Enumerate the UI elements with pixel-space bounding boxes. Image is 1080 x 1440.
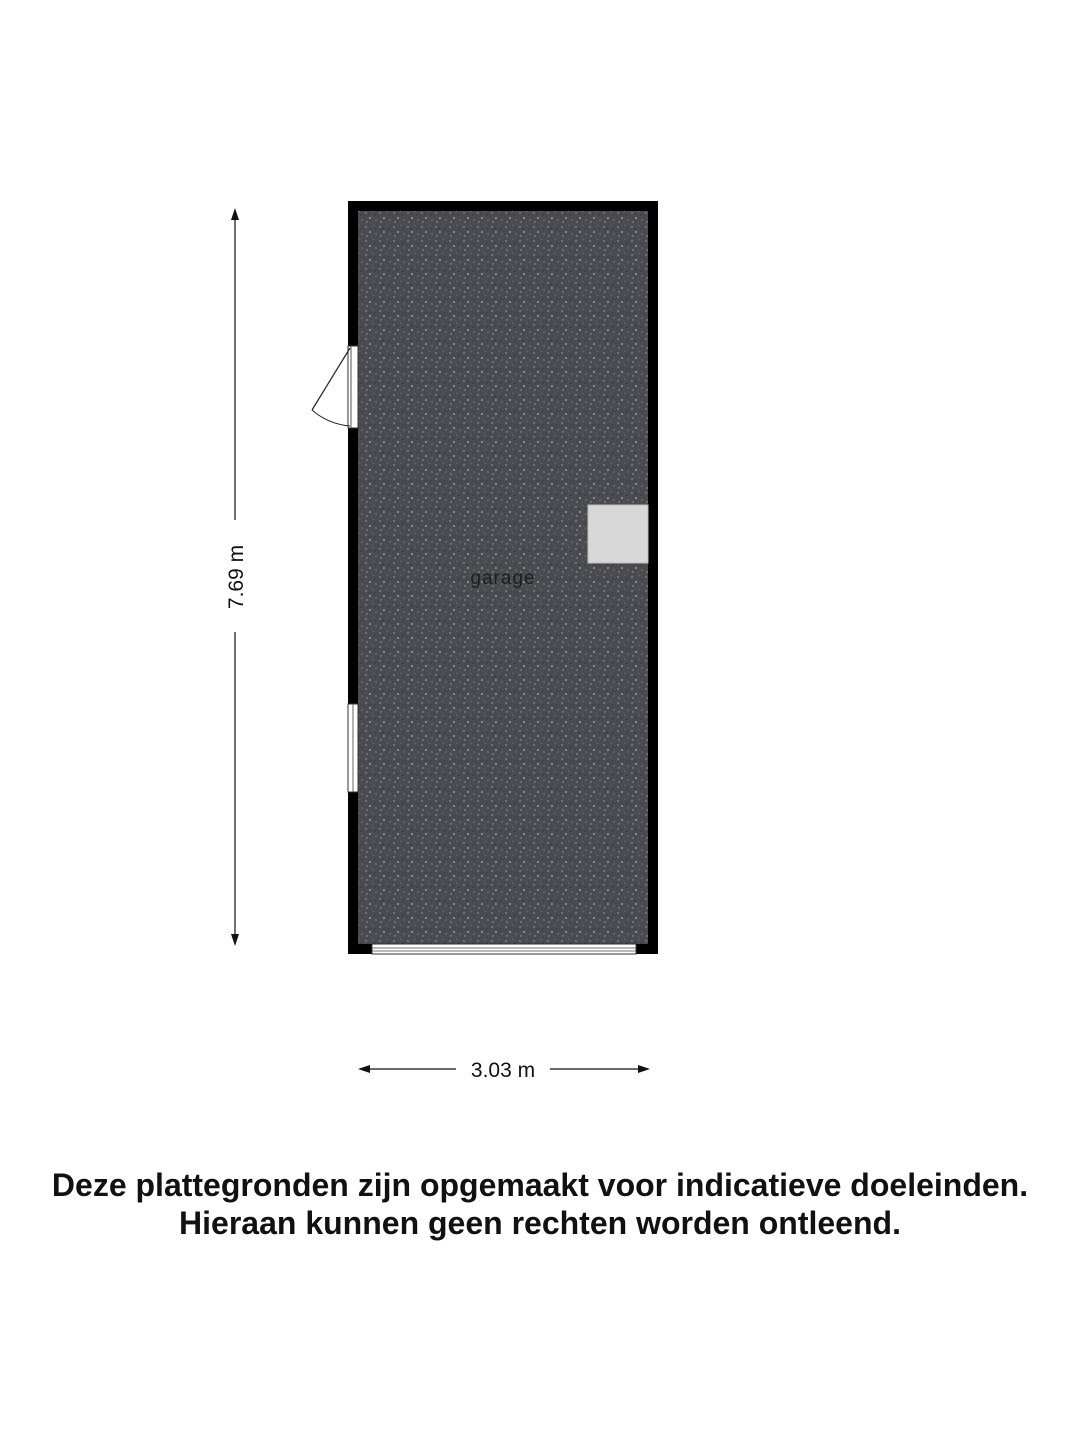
garage-door [372,944,636,954]
wall-bottom-right [636,944,658,954]
wall-bottom-left [348,944,372,954]
disclaimer [0,1166,1080,1242]
disclaimer-line-1: Deze plattegronden zijn opgemaakt voor indicatieve doeleinden. [51,1167,1029,1203]
wall-left-upper [348,201,358,346]
height-dimension-label: 7.69 m [225,544,248,610]
wall-left-middle [348,428,358,704]
utility-box [588,505,648,563]
side-door [312,346,358,428]
wall-right [648,201,658,954]
wall-left-lower [348,792,358,954]
disclaimer-line-2: Hieraan kunnen geen rechten worden ontleend. [179,1205,901,1241]
side-window [348,704,358,792]
room-label: garage [470,568,536,589]
width-dimension [358,1059,650,1082]
wall-top [348,201,658,211]
width-dimension-label: 3.03 m [470,1059,536,1082]
height-dimension [225,208,248,946]
